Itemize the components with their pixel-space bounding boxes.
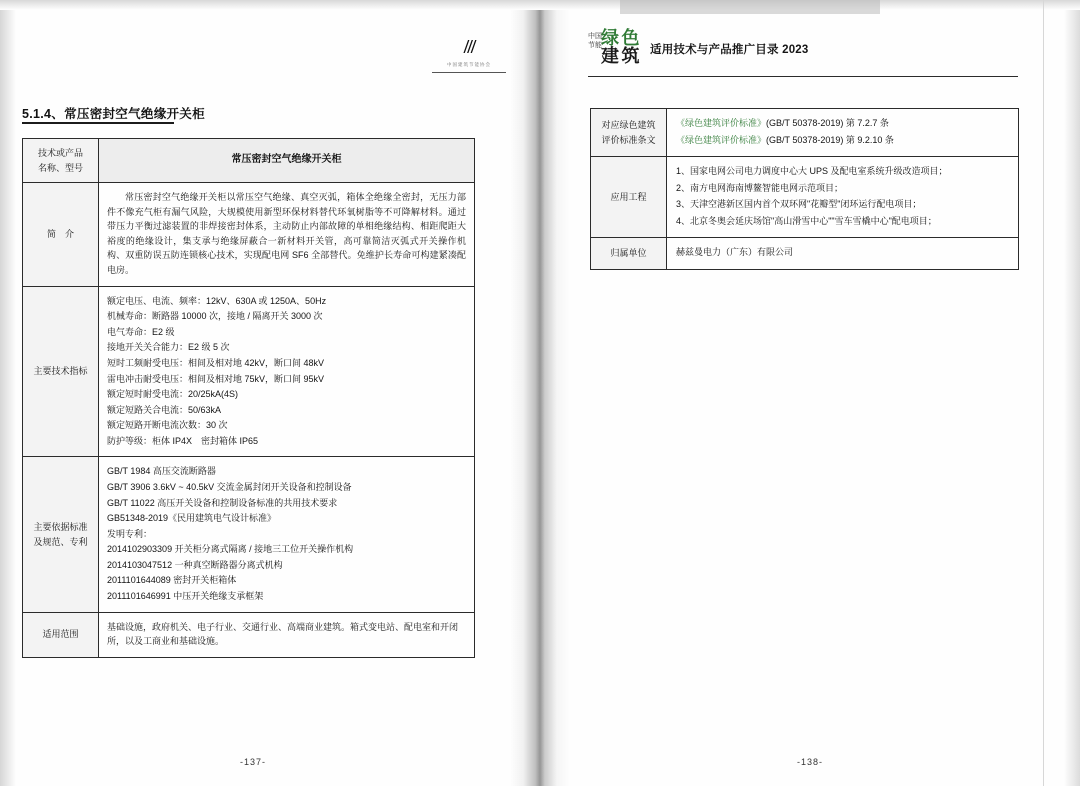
logo-subtitle: 中国建筑节能协会 — [447, 62, 491, 67]
page-number-left: -137- — [240, 757, 267, 767]
publisher-logo — [432, 36, 506, 73]
table-row — [591, 238, 1019, 270]
logo-rule — [432, 72, 506, 73]
table-row-label: 适用范围 — [23, 612, 99, 657]
table-row-content: 常压密封空气绝缘开关柜以常压空气绝缘、真空灭弧，箱体全绝缘全密封，无压力部件不像充气柜有漏气风险，大规模使用新型环保材料替代环氧树脂等不可降解材料。通过带压力平衡过滤装置的非焊接密封体系，主动防止内部故障的单相绝缘结构、相距爬距大裕度的绝缘设计，集支承与绝缘屏蔽合一新材料开关管，高可靠简洁灭弧式开关操作机构、双重防误五防连锁核心技术，实现配电网 SF6 全部替代。免维护长寿命可构建紧凑配电房。 — [99, 183, 475, 286]
green-building-badge — [588, 28, 640, 66]
table-row — [23, 139, 475, 183]
table-row-content: 额定电压、电流、频率：12kV、630A 或 1250A、50Hz 机械寿命：断路器 10000 次，接地 / 隔离开关 3000 次 电气寿命：E2 级 接地开关关合能力：E2 级 5 次 短时工频耐受电压：相间及相对地 42kV，断口间 48kV 雷电冲击耐受电压：相间及相对地 75kV，断口间 95kV 额定短时耐受电流：20/25kA(4S) 额定短路关合电流：50/63kA 额定短路开断电流次数：30 次 防护等级：柜体 IP4X 密封箱体 IP65 — [99, 286, 475, 457]
table-header-title: 常压密封空气绝缘开关柜 — [99, 139, 475, 183]
table-row — [591, 109, 1019, 157]
table-row — [23, 612, 475, 657]
table-row-label: 主要依据标准 及规范、专利 — [23, 457, 99, 612]
table-row — [23, 286, 475, 457]
running-header-title: 适用技术与产品推广目录 2023 — [650, 44, 809, 56]
table-row-label: 对应绿色建筑 评价标准条文 — [591, 109, 667, 157]
section-heading-underline — [22, 122, 174, 124]
table-row-label: 主要技术指标 — [23, 286, 99, 457]
table-row-content: 基础设施，政府机关、电子行业、交通行业、高端商业建筑。箱式变电站、配电室和开闭所，以及工商业和基础设施。 — [99, 612, 475, 657]
running-header — [588, 28, 809, 66]
section-heading: 5.1.4、常压密封空气绝缘开关柜 — [22, 107, 205, 121]
table-row-label: 技术或产品 名称、型号 — [23, 139, 99, 183]
running-header-rule — [588, 76, 1018, 77]
badge-main-text: 绿 色 建 筑 — [601, 28, 639, 66]
table-row — [23, 183, 475, 286]
table-row-content: GB/T 1984 高压交流断路器 GB/T 3906 3.6kV ~ 40.5kV 交流金属封闭开关设备和控制设备 GB/T 11022 高压开关设备和控制设备标准的共用技术要求 GB51348-2019《民用建筑电气设计标准》 发明专利： 2014102903309 开关柜分离式隔离 / 接地三工位开关操作机构 2014103047512 一种真空断路器分离式机构 2011101644089 密封开关柜箱体 2011101646991 中压开关绝缘支承框架 — [99, 457, 475, 612]
table-row-label: 简 介 — [23, 183, 99, 286]
table-row-content: 赫兹曼电力（广东）有限公司 — [667, 238, 1019, 270]
badge-cn-text: 中国 节能 — [588, 32, 602, 49]
table-row-content: 《绿色建筑评价标准》(GB/T 50378-2019) 第 7.2.7 条 《绿色建筑评价标准》(GB/T 50378-2019) 第 9.2.10 条 — [667, 109, 1019, 157]
table-row-content: 1、国家电网公司电力调度中心大 UPS 及配电室系统升级改造项目； 2、南方电网海南博鳌智能电网示范项目； 3、天津空港新区国内首个双环网"花瓣型"闭环运行配电项目； 4、北京冬奥会延庆场馆"高山滑雪中心""雪车雪橇中心"配电项目； — [667, 157, 1019, 238]
table-row — [23, 457, 475, 612]
table-row-label: 归属单位 — [591, 238, 667, 270]
table-row-label: 应用工程 — [591, 157, 667, 238]
page-number-right: -138- — [797, 757, 824, 767]
product-spec-table — [22, 138, 475, 658]
logo-mark-icon: /// — [463, 36, 475, 58]
table-row — [591, 157, 1019, 238]
application-info-table — [590, 108, 1019, 270]
